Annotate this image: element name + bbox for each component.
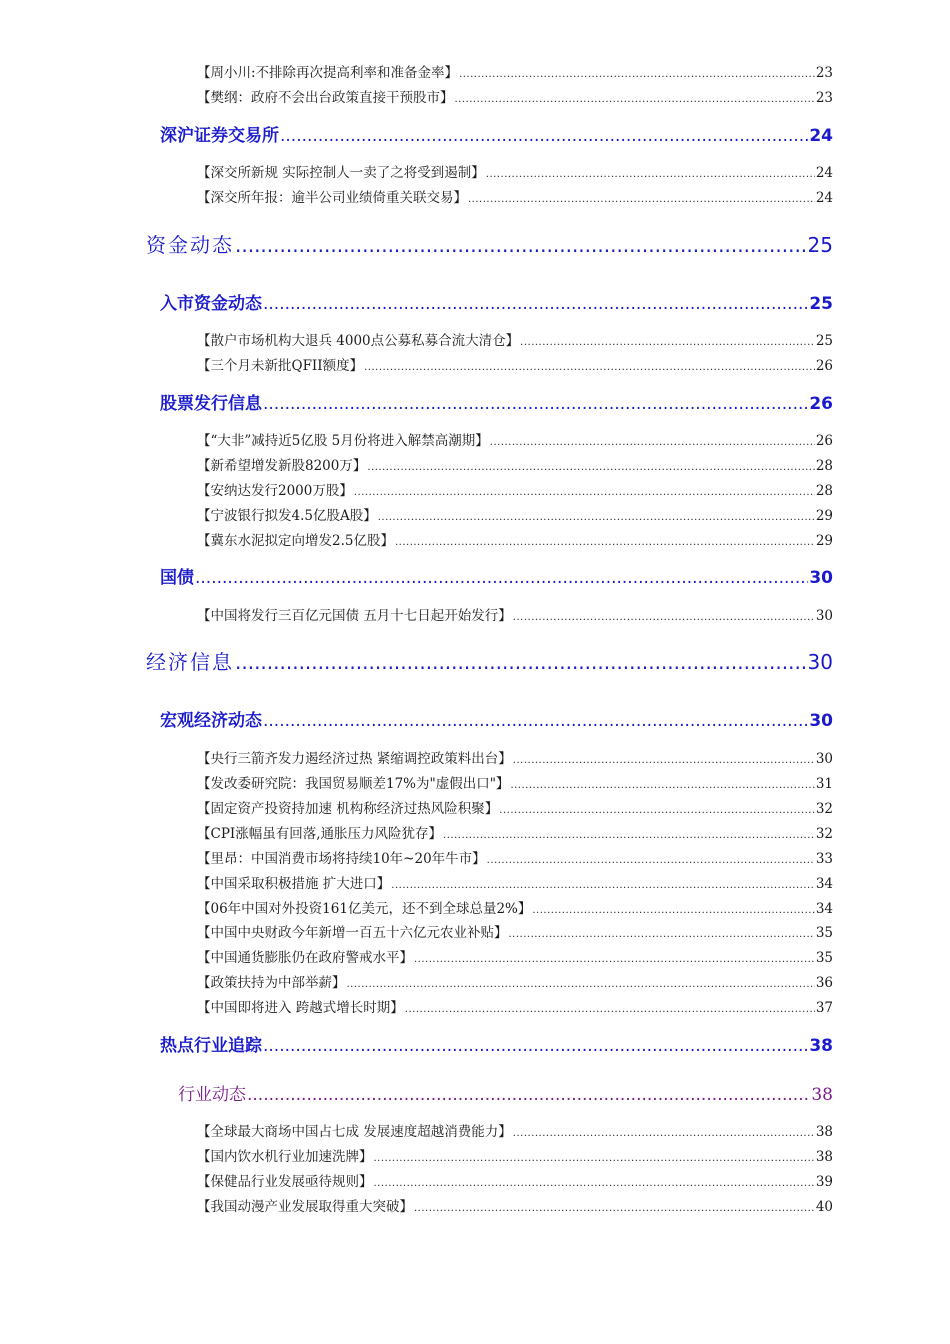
toc-entry[interactable]	[197, 872, 833, 892]
toc-leader-dots	[509, 929, 815, 940]
toc-leader-dots	[414, 954, 815, 965]
toc-entry[interactable]	[197, 329, 833, 349]
toc-entry-page: 24	[815, 165, 833, 181]
toc-entry-page: 40	[815, 1199, 833, 1215]
toc-leader-dots	[510, 780, 814, 791]
toc-subsection-title: 深沪证券交易所	[160, 126, 279, 146]
toc-subsubsection-page: 38	[811, 1085, 833, 1105]
toc-entry-title: 【宁波银行拟发4.5亿股A股】	[197, 508, 377, 524]
toc-entry[interactable]	[197, 429, 833, 449]
toc-entry-page: 34	[815, 901, 833, 917]
toc-leader-dots	[374, 1153, 815, 1164]
toc-entry-title: 【散户市场机构大退兵 4000点公募私募合流大清仓】	[197, 333, 520, 349]
toc-subsection[interactable]	[160, 706, 833, 731]
toc-entry-page: 31	[815, 776, 833, 792]
toc-entry-page: 38	[815, 1124, 833, 1140]
toc-entry-title: 【全球最大商场中国占七成 发展速度超越消费能力】	[197, 1124, 512, 1140]
toc-leader-dots	[263, 394, 808, 414]
toc-entry-page: 35	[815, 950, 833, 966]
toc-entry-page: 25	[815, 333, 833, 349]
toc-entry-page: 29	[815, 508, 833, 524]
toc-entry-page: 26	[815, 433, 833, 449]
toc-entry[interactable]	[197, 86, 833, 106]
toc-leader-dots	[364, 362, 815, 373]
toc-entry-page: 38	[815, 1149, 833, 1165]
toc-entry-title: 【发改委研究院：我国贸易顺差17%为"虚假出口"】	[197, 776, 510, 792]
toc-entry-title: 【政策扶持为中部举薪】	[197, 975, 346, 991]
toc-entry-page: 36	[815, 975, 833, 991]
toc-entry[interactable]	[197, 1170, 833, 1190]
toc-entry-page: 39	[815, 1174, 833, 1190]
toc-subsection-title: 股票发行信息	[160, 394, 262, 414]
toc-entry[interactable]	[197, 797, 833, 817]
toc-entry-page: 30	[815, 751, 833, 767]
toc-leader-dots	[520, 337, 815, 348]
toc-entry-page: 28	[815, 483, 833, 499]
toc-section-title: 经济信息	[146, 650, 234, 674]
toc-leader-dots	[487, 855, 815, 866]
toc-entry-title: 【中国将发行三百亿元国债 五月十七日起开始发行】	[197, 608, 512, 624]
toc-entry[interactable]	[197, 1145, 833, 1165]
toc-entry[interactable]	[197, 61, 833, 81]
toc-subsection-title: 宏观经济动态	[160, 711, 262, 731]
toc-entry[interactable]	[197, 1195, 833, 1215]
toc-entry[interactable]	[197, 354, 833, 374]
toc-entry-title: 【安纳达发行2000万股】	[197, 483, 353, 499]
toc-section-page: 30	[807, 650, 833, 674]
toc-entry-page: 34	[815, 876, 833, 892]
toc-leader-dots	[513, 612, 815, 623]
toc-entry[interactable]	[197, 971, 833, 991]
toc-entry-title: 【保健品行业发展亟待规则】	[197, 1174, 373, 1190]
toc-entry-page: 29	[815, 533, 833, 549]
toc-entry-title: 【06年中国对外投资161亿美元，还不到全球总量2%】	[197, 901, 532, 917]
toc-entry-page: 33	[815, 851, 833, 867]
toc-entry[interactable]	[197, 186, 833, 206]
toc-entry-page: 23	[815, 65, 833, 81]
toc-leader-dots	[486, 169, 815, 180]
toc-entry-title: 【国内饮水机行业加速洗牌】	[197, 1149, 373, 1165]
toc-entry-title: 【中国即将进入 跨越式增长时期】	[197, 1000, 404, 1016]
toc-section-title: 资金动态	[146, 233, 234, 257]
toc-entry-title: 【周小川:不排除再次提高利率和准备金率】	[197, 65, 459, 81]
toc-entry-title: 【CPI涨幅虽有回落,通胀压力风险犹存】	[197, 826, 443, 842]
toc-entry-page: 24	[815, 190, 833, 206]
toc-entry-page: 23	[815, 90, 833, 106]
toc-section[interactable]	[146, 229, 833, 258]
toc-entry-page: 30	[815, 608, 833, 624]
toc-entry[interactable]	[197, 747, 833, 767]
toc-entry-title: 【冀东水泥拟定向增发2.5亿股】	[197, 533, 394, 549]
toc-leader-dots	[263, 294, 808, 314]
toc-subsection-title: 国债	[160, 568, 194, 588]
toc-subsection-page: 30	[809, 568, 833, 588]
toc-leader-dots	[247, 1085, 810, 1105]
toc-entry-page: 35	[815, 925, 833, 941]
toc-leader-dots	[235, 233, 807, 257]
toc-leader-dots	[455, 94, 815, 105]
toc-entry-title: 【樊纲：政府不会出台政策直接干预股市】	[197, 90, 454, 106]
toc-subsubsection[interactable]	[178, 1080, 833, 1105]
toc-entry[interactable]	[197, 454, 833, 474]
toc-entry-title: 【固定资产投资持加速 机构称经济过热风险积聚】	[197, 801, 499, 817]
toc-entry[interactable]	[197, 604, 833, 624]
toc-leader-dots	[459, 69, 815, 80]
toc-entry-title: 【我国动漫产业发展取得重大突破】	[197, 1199, 413, 1215]
toc-entry-title: 【深交所年报：逾半公司业绩倚重关联交易】	[197, 190, 467, 206]
toc-entry-page: 32	[815, 826, 833, 842]
toc-entry-title: 【三个月未新批QFII额度】	[197, 358, 364, 374]
toc-entry-title: 【新希望增发新股8200万】	[197, 458, 367, 474]
toc-leader-dots	[354, 487, 815, 498]
toc-leader-dots	[374, 1178, 815, 1189]
toc-entry[interactable]	[197, 921, 833, 941]
toc-entry[interactable]	[197, 897, 833, 917]
toc-entry-title: 【深交所新规 实际控制人一卖了之将受到遏制】	[197, 165, 485, 181]
toc-entry-page: 32	[815, 801, 833, 817]
toc-entry[interactable]	[197, 479, 833, 499]
toc-subsubsection-title: 行业动态	[178, 1085, 246, 1105]
toc-subsection-page: 25	[809, 294, 833, 314]
toc-entry[interactable]	[197, 504, 833, 524]
toc-entry-title: 【中国中央财政今年新增一百五十六亿元农业补贴】	[197, 925, 508, 941]
toc-entry-title: 【“大非”减持近5亿股 5月份将进入解禁高潮期】	[197, 433, 489, 449]
toc-subsection[interactable]	[160, 1031, 833, 1056]
toc-subsection-title: 热点行业追踪	[160, 1036, 262, 1056]
toc-subsection[interactable]	[160, 121, 833, 146]
toc-entry-title: 【中国通货膨胀仍在政府警戒水平】	[197, 950, 413, 966]
toc-subsection-page: 30	[809, 711, 833, 731]
toc-entry-title: 【里昂：中国消费市场将持续10年~20年牛市】	[197, 851, 486, 867]
toc-leader-dots	[405, 1004, 815, 1015]
toc-entry-title: 【中国采取积极措施 扩大进口】	[197, 876, 391, 892]
toc-leader-dots	[235, 650, 807, 674]
toc-leader-dots	[513, 1128, 815, 1139]
toc-leader-dots	[499, 805, 815, 816]
toc-entry[interactable]	[197, 161, 833, 181]
toc-leader-dots	[513, 755, 815, 766]
toc-leader-dots	[263, 711, 808, 731]
toc-entry[interactable]	[197, 946, 833, 966]
toc-leader-dots	[490, 437, 815, 448]
toc-entry[interactable]	[197, 822, 833, 842]
toc-entry-page: 28	[815, 458, 833, 474]
toc-section[interactable]	[146, 646, 833, 675]
toc-leader-dots	[443, 830, 815, 841]
toc-entry-page: 26	[815, 358, 833, 374]
toc-leader-dots	[347, 979, 815, 990]
toc-leader-dots	[391, 880, 815, 891]
toc-leader-dots	[532, 905, 814, 916]
toc-leader-dots	[378, 512, 815, 523]
toc-entry[interactable]	[197, 847, 833, 867]
toc-subsection[interactable]	[160, 289, 833, 314]
toc-entry[interactable]	[197, 1120, 833, 1140]
toc-subsection-page: 38	[809, 1036, 833, 1056]
toc-leader-dots	[414, 1203, 815, 1214]
toc-leader-dots	[263, 1036, 808, 1056]
toc-entry[interactable]	[197, 772, 833, 792]
toc-subsection-page: 24	[809, 126, 833, 146]
toc-subsection-title: 入市资金动态	[160, 294, 262, 314]
toc-section-page: 25	[807, 233, 833, 257]
toc-leader-dots	[367, 462, 814, 473]
toc-leader-dots	[468, 194, 815, 205]
toc-entry[interactable]	[197, 529, 833, 549]
toc-entry-title: 【央行三箭齐发力遏经济过热 紧缩调控政策料出台】	[197, 751, 512, 767]
toc-subsection[interactable]	[160, 389, 833, 414]
toc-leader-dots	[195, 568, 808, 588]
toc-leader-dots	[280, 126, 808, 146]
toc-subsection[interactable]	[160, 563, 833, 588]
toc-entry[interactable]	[197, 996, 833, 1016]
toc-subsection-page: 26	[809, 394, 833, 414]
toc-leader-dots	[395, 537, 815, 548]
toc-entry-page: 37	[815, 1000, 833, 1016]
